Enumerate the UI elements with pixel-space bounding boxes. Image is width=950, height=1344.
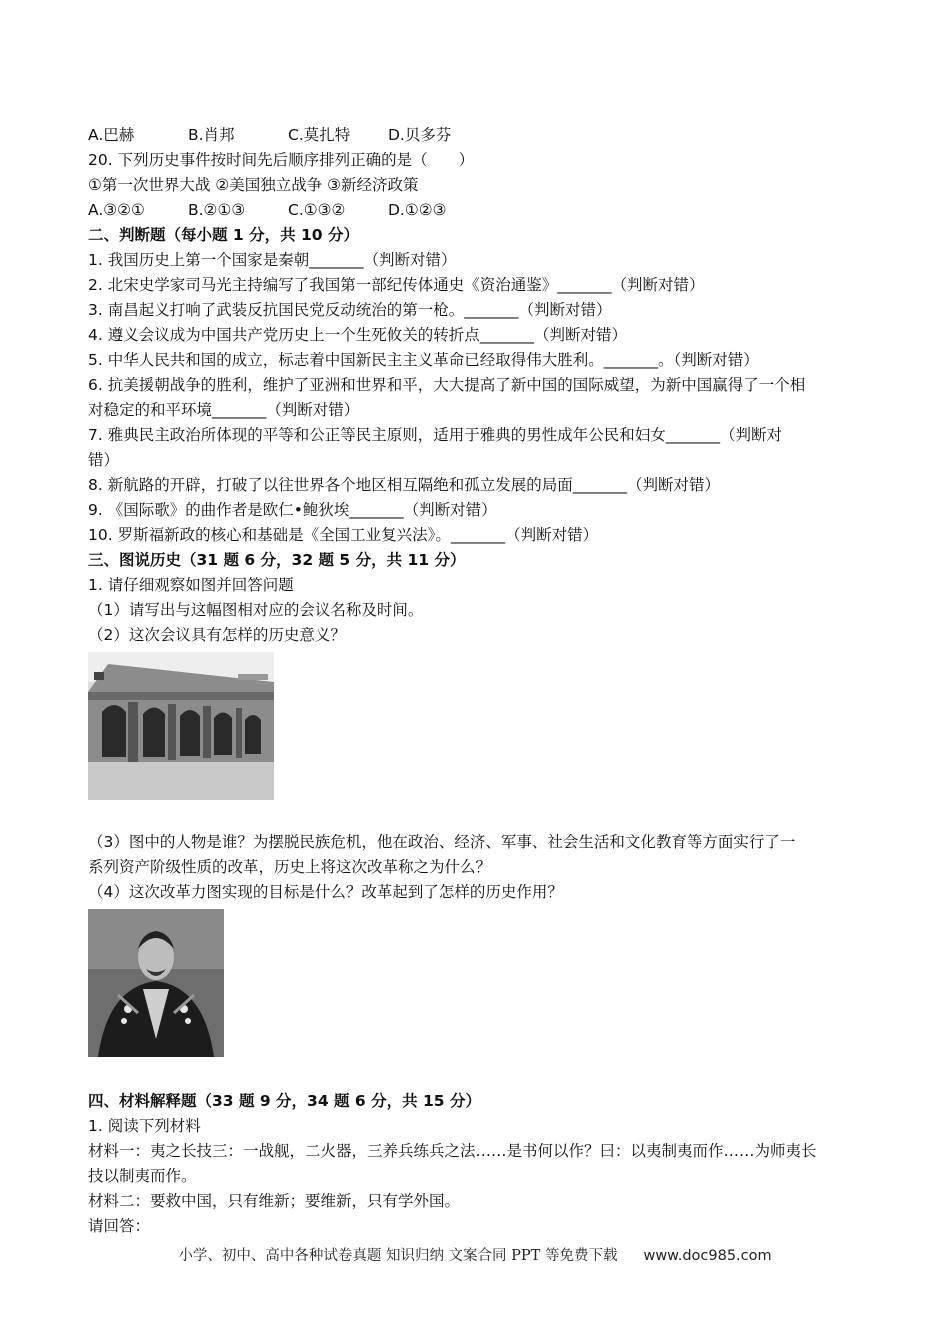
section3-q4: （4）这次改革力图实现的目标是什么？改革起到了怎样的历史作用？ [88, 883, 563, 901]
q20-option-c: C.①③② [288, 201, 346, 219]
section2-heading: 二、判断题（每小题 1 分，共 10 分） [88, 226, 359, 244]
emperor-portrait-photo [88, 909, 224, 1057]
footer-site-link[interactable]: www.doc985.com [643, 1248, 772, 1264]
section3-q3-cont: 系列资产阶级性质的改革，历史上将这次改革称之为什么？ [88, 858, 492, 876]
section3-q1: （1）请写出与这幅图相对应的会议名称及时间。 [88, 601, 424, 619]
footer-text: 小学、初中、高中各种试卷真题 知识归纳 文案合同 PPT 等免费下载 [178, 1248, 618, 1264]
section3-q2: （2）这次会议具有怎样的历史意义？ [88, 626, 346, 644]
section4-intro: 1. 阅读下列材料 [88, 1117, 201, 1135]
page-footer [0, 1244, 950, 1265]
judge-item-4: 4. 遵义会议成为中国共产党历史上一个生死攸关的转折点_______（判断对错） [88, 326, 627, 344]
material-1: 材料一：夷之长技三：一战舰，二火器，三养兵练兵之法……是书何以作？曰：以夷制夷而作……为师夷长 [88, 1142, 817, 1160]
judge-item-2: 2. 北宋史学家司马光主持编写了我国第一部纪传体通史《资治通鉴》_______（判断对错） [88, 276, 705, 294]
q19-option-d: D.贝多芬 [388, 126, 452, 144]
section4-heading: 四、材料解释题（33 题 9 分，34 题 6 分，共 15 分） [88, 1092, 481, 1110]
judge-item-10: 10. 罗斯福新政的核心和基础是《全国工业复兴法》。_______（判断对错） [88, 526, 599, 544]
q20-options [88, 198, 878, 223]
section3-heading: 三、图说历史（31 题 6 分，32 题 5 分，共 11 分） [88, 551, 466, 569]
q19-option-b: B.肖邦 [188, 126, 235, 144]
material-2: 材料二：要救中国，只有维新；要维新，只有学外国。 [88, 1192, 461, 1210]
q20-option-d: D.①②③ [388, 201, 447, 219]
meeting-building-photo [88, 652, 274, 800]
judge-item-3: 3. 南昌起义打响了武装反抗国民党反动统治的第一枪。_______（判断对错） [88, 301, 612, 319]
answer-prompt: 请回答： [88, 1217, 151, 1235]
q19-option-c: C.莫扎特 [288, 126, 351, 144]
section3-intro: 1. 请仔细观察如图并回答问题 [88, 576, 294, 594]
section3-q3: （3）图中的人物是谁？为摆脱民族危机，他在政治、经济、军事、社会生活和文化教育等方面实行了一 [88, 833, 796, 851]
judge-item-7: 7. 雅典民主政治所体现的平等和公正等民主原则，适用于雅典的男性成年公民和妇女_______（判断对 [88, 426, 782, 444]
judge-item-6: 6. 抗美援朝战争的胜利，维护了亚洲和世界和平，大大提高了新中国的国际威望，为新中国赢得了一个相 [88, 376, 806, 394]
judge-item-5: 5. 中华人民共和国的成立，标志着中国新民主主义革命已经取得伟大胜利。_______。（判断对错） [88, 351, 759, 369]
q20-stem: 20. 下列历史事件按时间先后顺序排列正确的是（ ） [88, 151, 475, 169]
judge-item-9: 9. 《国际歌》的曲作者是欧仁•鲍狄埃_______（判断对错） [88, 501, 497, 519]
judge-item-7-cont: 错） [88, 451, 120, 469]
q19-option-a: A.巴赫 [88, 126, 135, 144]
q20-items: ①第一次世界大战 ②美国独立战争 ③新经济政策 [88, 176, 419, 194]
judge-item-8: 8. 新航路的开辟，打破了以往世界各个地区相互隔绝和孤立发展的局面_______（判断对错） [88, 476, 720, 494]
q20-option-b: B.②①③ [188, 201, 246, 219]
q20-option-a: A.③②① [88, 201, 145, 219]
document-body [88, 123, 878, 1239]
material-1-cont: 技以制夷而作。 [88, 1167, 197, 1185]
judge-item-6-cont: 对稳定的和平环境_______（判断对错） [88, 401, 360, 419]
q19-options [88, 123, 878, 148]
judge-item-1: 1. 我国历史上第一个国家是秦朝_______（判断对错） [88, 251, 457, 269]
